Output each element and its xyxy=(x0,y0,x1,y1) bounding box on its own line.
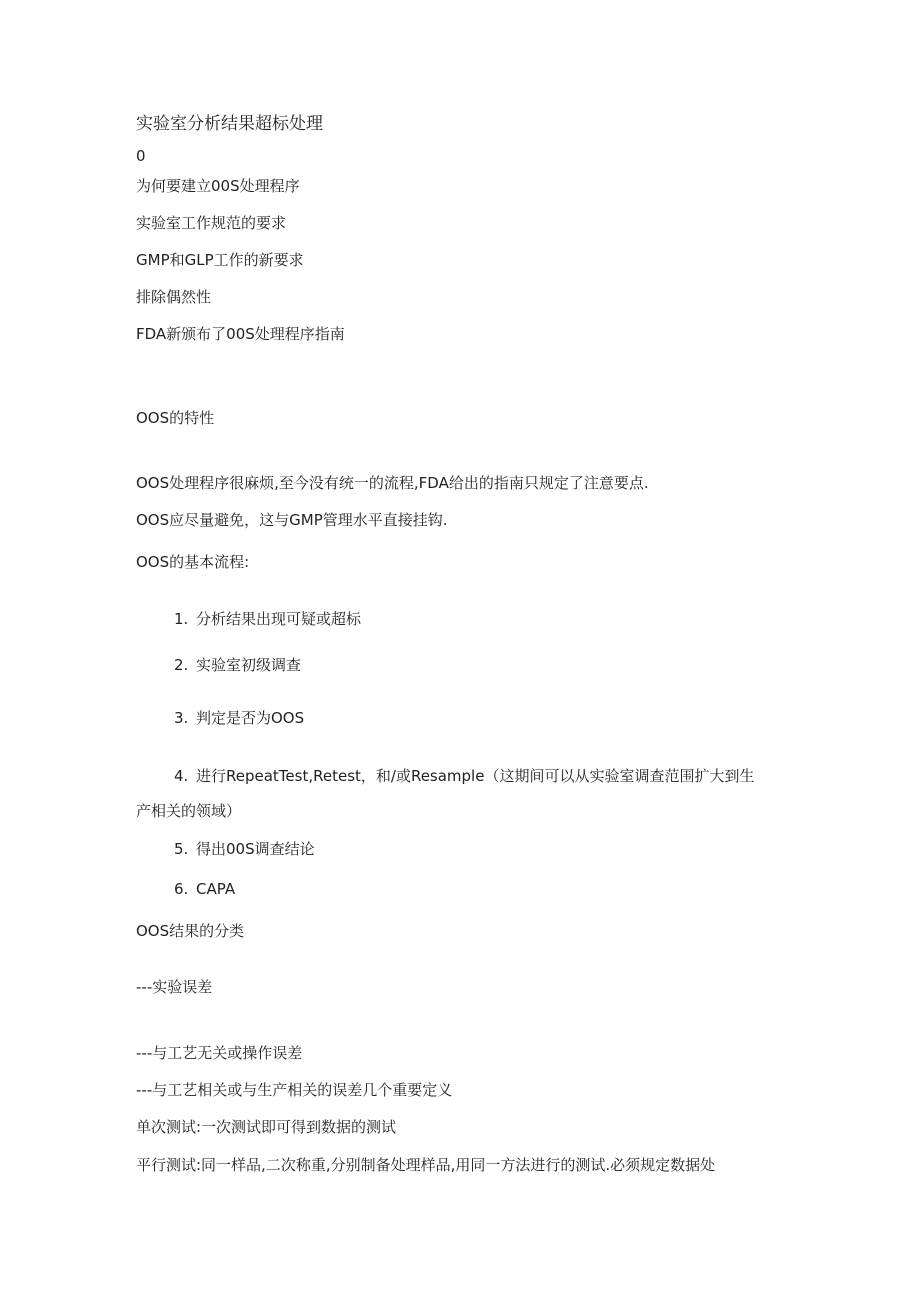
feature-paragraph: OOS处理程序很麻烦,至今没有统一的流程,FDA给出的指南只规定了注意要点. xyxy=(136,474,649,492)
step-text: 判定是否为OOS xyxy=(196,709,305,727)
step-number: 6. xyxy=(174,880,189,898)
section-number: 0 xyxy=(136,147,146,165)
why-item: 排除偶然性 xyxy=(136,288,212,306)
step-text: 进行RepeatTest,Retest，和/或Resample（这期间可以从实验室调查范围扩大到生 xyxy=(196,767,755,785)
flow-step xyxy=(174,609,361,629)
flow-step xyxy=(174,766,754,786)
document-title: 实验室分析结果超标处理 xyxy=(136,114,323,134)
classify-heading: OOS结果的分类 xyxy=(136,922,245,940)
why-item: GMP和GLP工作的新要求 xyxy=(136,251,304,269)
why-item: 实验室工作规范的要求 xyxy=(136,214,287,232)
why-heading: 为何要建立00S处理程序 xyxy=(136,177,300,195)
flow-step xyxy=(174,708,304,728)
classify-item: ---实验误差 xyxy=(136,978,213,996)
flow-step xyxy=(174,655,301,675)
flow-step xyxy=(174,879,235,899)
classify-item: ---与工艺相关或与生产相关的误差几个重要定义 xyxy=(136,1081,453,1099)
feature-paragraph: OOS应尽量避免，这与GMP管理水平直接挂钩. xyxy=(136,511,448,529)
step-text: 实验室初级调查 xyxy=(196,656,302,674)
definition-single: 单次测试:一次测试即可得到数据的测试 xyxy=(136,1118,397,1136)
step-continuation: 产相关的领域） xyxy=(136,802,242,820)
step-text: 分析结果出现可疑或超标 xyxy=(196,610,362,628)
why-item: FDA新颁布了00S处理程序指南 xyxy=(136,325,345,343)
step-text: CAPA xyxy=(196,880,236,898)
step-number: 2. xyxy=(174,656,189,674)
flow-step xyxy=(174,839,315,859)
oos-features-heading: OOS的特性 xyxy=(136,409,215,427)
classify-item: ---与工艺无关或操作误差 xyxy=(136,1044,303,1062)
step-number: 5. xyxy=(174,840,189,858)
step-number: 1. xyxy=(174,610,189,628)
definition-parallel: 平行测试:同一样品,二次称重,分别制备处理样品,用同一方法进行的测试.必须规定数据处 xyxy=(136,1156,716,1174)
step-number: 4. xyxy=(174,767,189,785)
step-number: 3. xyxy=(174,709,189,727)
flow-heading: OOS的基本流程: xyxy=(136,553,250,571)
step-text: 得出00S调查结论 xyxy=(196,840,315,858)
